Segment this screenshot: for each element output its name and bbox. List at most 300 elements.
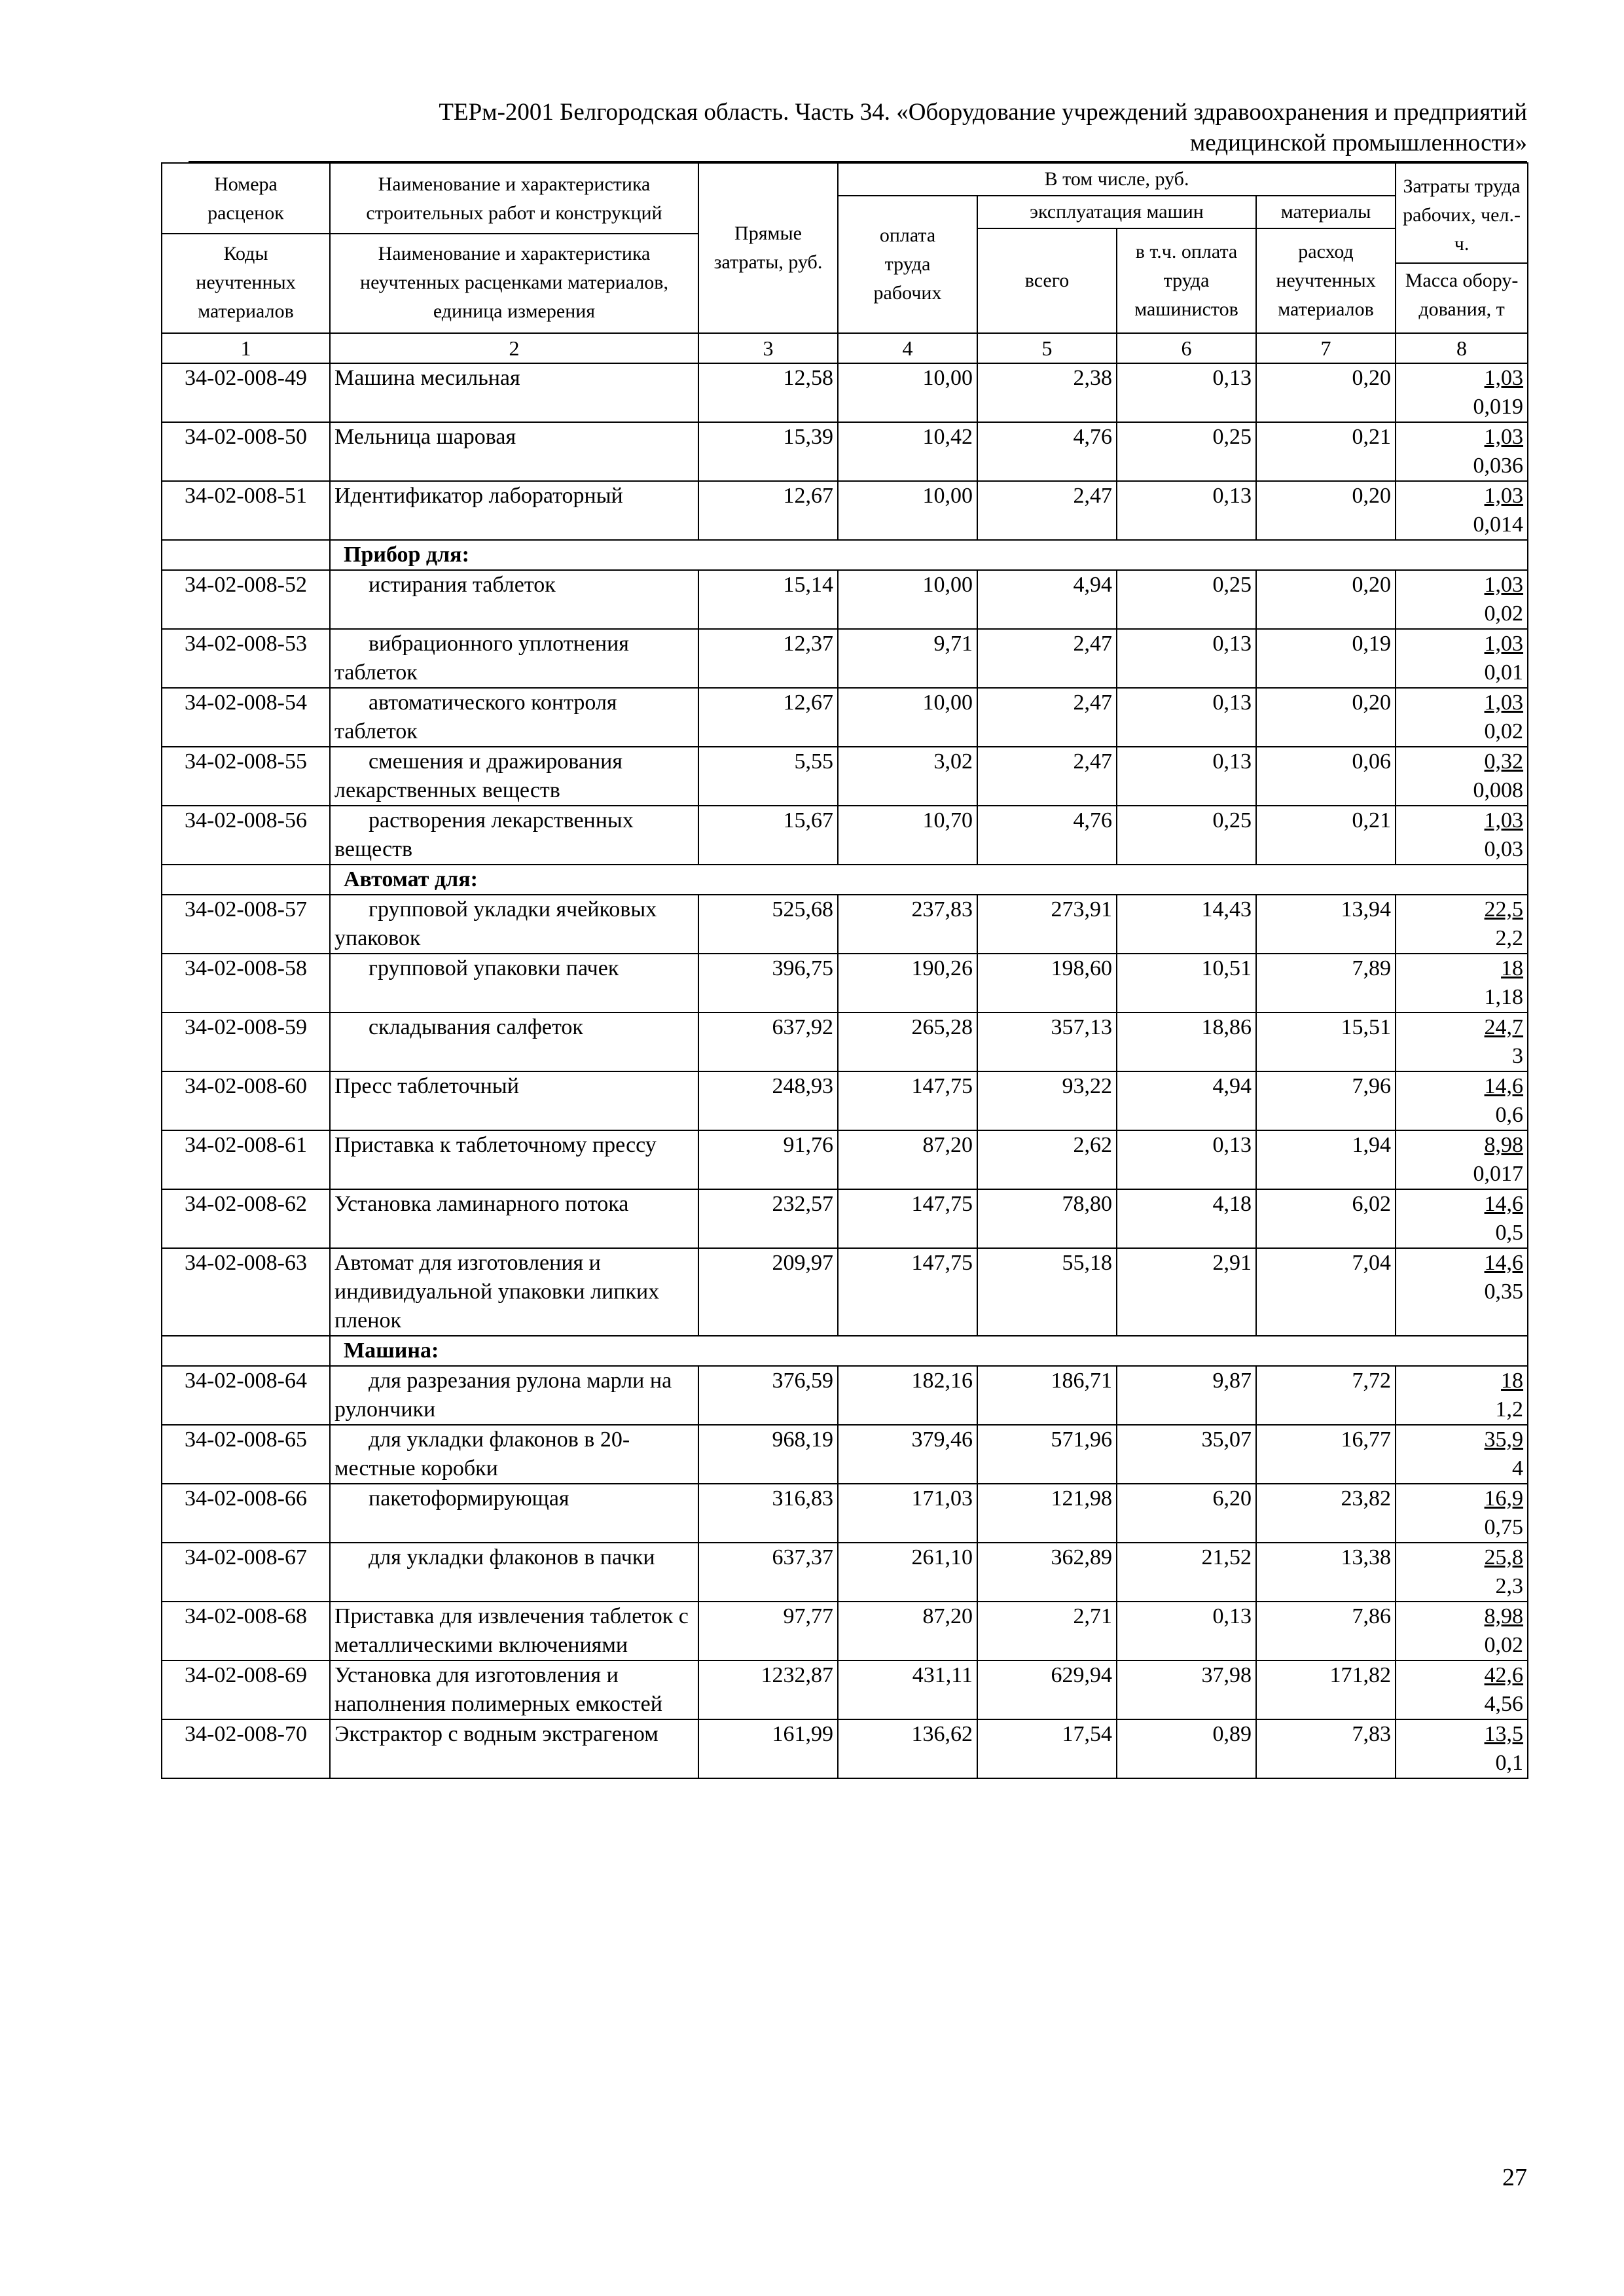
direct-cost: 12,67 bbox=[698, 688, 838, 747]
labor-cost: 431,11 bbox=[838, 1660, 977, 1719]
col-number: 3 bbox=[698, 333, 838, 363]
col-number: 8 bbox=[1396, 333, 1528, 363]
rate-code: 34-02-008-56 bbox=[162, 806, 330, 865]
materials-cost: 0,19 bbox=[1256, 629, 1396, 688]
col-number: 5 bbox=[977, 333, 1117, 363]
rate-code: 34-02-008-70 bbox=[162, 1719, 330, 1778]
materials-cost: 7,04 bbox=[1256, 1248, 1396, 1336]
rate-name: Установка ламинарного потока bbox=[334, 1192, 629, 1216]
materials-cost: 0,20 bbox=[1256, 570, 1396, 629]
rate-name: групповой укладки ячейковых упаковок bbox=[334, 897, 657, 950]
hours-mass-cell bbox=[1396, 1071, 1528, 1130]
rate-name: для укладки флаконов в пачки bbox=[369, 1545, 655, 1570]
table-row bbox=[162, 1543, 1528, 1602]
rate-code: 34-02-008-66 bbox=[162, 1484, 330, 1543]
machinist-labor-cost: 21,52 bbox=[1117, 1543, 1256, 1602]
col-number: 2 bbox=[330, 333, 698, 363]
equipment-mass: 0,01 bbox=[1484, 660, 1524, 685]
rate-name-cell bbox=[330, 1543, 698, 1602]
section-title: Прибор для: bbox=[330, 540, 1528, 570]
equipment-mass: 0,02 bbox=[1484, 719, 1524, 744]
hours-mass-cell bbox=[1396, 1189, 1528, 1248]
table-row bbox=[162, 1189, 1528, 1248]
equipment-mass: 3 bbox=[1512, 1044, 1524, 1068]
rate-name-cell bbox=[330, 1071, 698, 1130]
rate-name: для укладки флаконов в 20-местные коробки bbox=[334, 1427, 630, 1480]
header-col8-top: Затраты труда рабочих, чел.-ч. bbox=[1403, 175, 1521, 255]
labor-cost: 10,00 bbox=[838, 363, 977, 422]
hours-mass-cell bbox=[1396, 422, 1528, 481]
equipment-mass: 0,35 bbox=[1484, 1280, 1524, 1304]
direct-cost: 12,58 bbox=[698, 363, 838, 422]
rate-code: 34-02-008-63 bbox=[162, 1248, 330, 1336]
labor-cost: 10,00 bbox=[838, 570, 977, 629]
table-row bbox=[162, 895, 1528, 954]
table-row bbox=[162, 1013, 1528, 1071]
materials-cost: 1,94 bbox=[1256, 1130, 1396, 1189]
machine-cost: 198,60 bbox=[977, 954, 1117, 1013]
machinist-labor-cost: 0,25 bbox=[1117, 806, 1256, 865]
machinist-labor-cost: 0,13 bbox=[1117, 481, 1256, 540]
labor-cost: 10,42 bbox=[838, 422, 977, 481]
table-row bbox=[162, 570, 1528, 629]
labor-cost: 147,75 bbox=[838, 1189, 977, 1248]
labor-hours: 1,03 bbox=[1484, 691, 1524, 715]
header-col1 bbox=[162, 163, 330, 333]
machinist-labor-cost: 0,13 bbox=[1117, 747, 1256, 806]
machinist-labor-cost: 0,13 bbox=[1117, 363, 1256, 422]
rate-name: автоматического контроля таблеток bbox=[334, 691, 617, 744]
machine-cost: 2,47 bbox=[977, 747, 1117, 806]
machine-cost: 629,94 bbox=[977, 1660, 1117, 1719]
rate-name: складывания салфеток bbox=[369, 1015, 583, 1039]
labor-hours: 1,03 bbox=[1484, 366, 1524, 390]
equipment-mass: 0,036 bbox=[1473, 454, 1524, 478]
rate-name: смешения и дражирования лекарственных веществ bbox=[334, 749, 623, 802]
table-row bbox=[162, 1071, 1528, 1130]
machine-cost: 2,47 bbox=[977, 688, 1117, 747]
machine-cost: 571,96 bbox=[977, 1425, 1117, 1484]
direct-cost: 637,92 bbox=[698, 1013, 838, 1071]
direct-cost: 248,93 bbox=[698, 1071, 838, 1130]
labor-hours: 24,7 bbox=[1484, 1015, 1524, 1039]
rates-table bbox=[161, 162, 1528, 1779]
section-row bbox=[162, 540, 1528, 570]
rate-code: 34-02-008-59 bbox=[162, 1013, 330, 1071]
equipment-mass: 0,02 bbox=[1484, 1633, 1524, 1657]
rate-name-cell bbox=[330, 1248, 698, 1336]
machinist-labor-cost: 0,25 bbox=[1117, 422, 1256, 481]
labor-cost: 237,83 bbox=[838, 895, 977, 954]
rate-name-cell bbox=[330, 806, 698, 865]
hours-mass-cell bbox=[1396, 1543, 1528, 1602]
equipment-mass: 0,014 bbox=[1473, 512, 1524, 537]
labor-hours: 14,6 bbox=[1484, 1074, 1524, 1098]
equipment-mass: 1,2 bbox=[1495, 1397, 1524, 1422]
hours-mass-cell bbox=[1396, 1660, 1528, 1719]
rate-name: Приставка к таблеточному прессу bbox=[334, 1133, 657, 1157]
materials-cost: 13,94 bbox=[1256, 895, 1396, 954]
rate-name: Установка для изготовления и наполнения полимерных емкостей bbox=[334, 1663, 662, 1716]
table-row bbox=[162, 629, 1528, 688]
materials-cost: 7,83 bbox=[1256, 1719, 1396, 1778]
rate-name: Машина месильная bbox=[334, 366, 520, 390]
rate-code: 34-02-008-51 bbox=[162, 481, 330, 540]
direct-cost: 525,68 bbox=[698, 895, 838, 954]
machine-cost: 78,80 bbox=[977, 1189, 1117, 1248]
header-col4: оплата труда рабочих bbox=[838, 196, 977, 333]
equipment-mass: 0,017 bbox=[1473, 1162, 1524, 1186]
rate-name: для разрезания рулона марли на рулончики bbox=[334, 1369, 672, 1422]
materials-cost: 7,72 bbox=[1256, 1366, 1396, 1425]
section-row bbox=[162, 865, 1528, 895]
materials-cost: 7,89 bbox=[1256, 954, 1396, 1013]
labor-cost: 136,62 bbox=[838, 1719, 977, 1778]
rate-code: 34-02-008-52 bbox=[162, 570, 330, 629]
rate-code: 34-02-008-64 bbox=[162, 1366, 330, 1425]
machine-cost: 4,76 bbox=[977, 422, 1117, 481]
table-row bbox=[162, 1719, 1528, 1778]
header-line-1: ТЕРм-2001 Белгородская область. Часть 34. «Оборудование учреждений здравоохранения и предприятий bbox=[439, 99, 1527, 126]
hours-mass-cell bbox=[1396, 1602, 1528, 1660]
machinist-labor-cost: 9,87 bbox=[1117, 1366, 1256, 1425]
labor-hours: 22,5 bbox=[1484, 897, 1524, 922]
machinist-labor-cost: 10,51 bbox=[1117, 954, 1256, 1013]
machine-cost: 2,47 bbox=[977, 481, 1117, 540]
table-row bbox=[162, 806, 1528, 865]
hours-mass-cell bbox=[1396, 747, 1528, 806]
hours-mass-cell bbox=[1396, 806, 1528, 865]
rate-name-cell bbox=[330, 688, 698, 747]
header-col2 bbox=[330, 163, 698, 333]
labor-cost: 147,75 bbox=[838, 1248, 977, 1336]
rate-name-cell bbox=[330, 570, 698, 629]
labor-cost: 261,10 bbox=[838, 1543, 977, 1602]
table-row bbox=[162, 1602, 1528, 1660]
header-materials: материалы bbox=[1256, 196, 1396, 228]
rate-code: 34-02-008-57 bbox=[162, 895, 330, 954]
hours-mass-cell bbox=[1396, 1719, 1528, 1778]
materials-cost: 0,06 bbox=[1256, 747, 1396, 806]
labor-hours: 14,6 bbox=[1484, 1251, 1524, 1275]
machine-cost: 4,76 bbox=[977, 806, 1117, 865]
rate-code: 34-02-008-54 bbox=[162, 688, 330, 747]
labor-hours: 1,03 bbox=[1484, 425, 1524, 449]
page-number: 27 bbox=[1502, 2164, 1527, 2191]
table-row bbox=[162, 1484, 1528, 1543]
machinist-labor-cost: 0,13 bbox=[1117, 688, 1256, 747]
rate-name: Пресс таблеточный bbox=[334, 1074, 519, 1098]
machinist-labor-cost: 0,13 bbox=[1117, 1602, 1256, 1660]
equipment-mass: 4,56 bbox=[1484, 1692, 1524, 1716]
direct-cost: 15,14 bbox=[698, 570, 838, 629]
header-col2-bottom: Наименование и характеристика неучтенных расценками материалов, единица измерения bbox=[360, 243, 668, 322]
section-code-cell bbox=[162, 540, 330, 570]
hours-mass-cell bbox=[1396, 688, 1528, 747]
equipment-mass: 0,008 bbox=[1473, 778, 1524, 802]
direct-cost: 316,83 bbox=[698, 1484, 838, 1543]
machine-cost: 17,54 bbox=[977, 1719, 1117, 1778]
direct-cost: 968,19 bbox=[698, 1425, 838, 1484]
section-row bbox=[162, 1336, 1528, 1366]
direct-cost: 637,37 bbox=[698, 1543, 838, 1602]
direct-cost: 12,67 bbox=[698, 481, 838, 540]
direct-cost: 12,37 bbox=[698, 629, 838, 688]
rate-name-cell bbox=[330, 363, 698, 422]
labor-hours: 1,03 bbox=[1484, 808, 1524, 833]
col-number: 1 bbox=[162, 333, 330, 363]
labor-hours: 13,5 bbox=[1484, 1722, 1524, 1746]
labor-hours: 18 bbox=[1501, 956, 1524, 980]
machine-cost: 93,22 bbox=[977, 1071, 1117, 1130]
rate-code: 34-02-008-55 bbox=[162, 747, 330, 806]
machine-cost: 186,71 bbox=[977, 1366, 1117, 1425]
header-group: В том числе, руб. bbox=[838, 163, 1396, 196]
table-row bbox=[162, 1130, 1528, 1189]
rate-name-cell bbox=[330, 422, 698, 481]
header-col2-top: Наименование и характеристика строительных работ и конструкций bbox=[366, 173, 662, 224]
rate-name-cell bbox=[330, 1013, 698, 1071]
rate-name-cell bbox=[330, 1130, 698, 1189]
rate-name-cell bbox=[330, 481, 698, 540]
header-col8 bbox=[1396, 163, 1528, 333]
direct-cost: 15,67 bbox=[698, 806, 838, 865]
rate-name: истирания таблеток bbox=[369, 573, 556, 597]
rate-name: пакетоформирующая bbox=[369, 1486, 569, 1511]
machinist-labor-cost: 6,20 bbox=[1117, 1484, 1256, 1543]
rate-name-cell bbox=[330, 1719, 698, 1778]
hours-mass-cell bbox=[1396, 954, 1528, 1013]
materials-cost: 0,21 bbox=[1256, 806, 1396, 865]
rate-code: 34-02-008-61 bbox=[162, 1130, 330, 1189]
labor-hours: 1,03 bbox=[1484, 632, 1524, 656]
machine-cost: 362,89 bbox=[977, 1543, 1117, 1602]
header-col8-bottom: Масса обору-дования, т bbox=[1405, 270, 1519, 320]
rate-name-cell bbox=[330, 1366, 698, 1425]
rate-name: Экстрактор с водным экстрагеном bbox=[334, 1722, 659, 1746]
labor-cost: 265,28 bbox=[838, 1013, 977, 1071]
rate-code: 34-02-008-69 bbox=[162, 1660, 330, 1719]
hours-mass-cell bbox=[1396, 363, 1528, 422]
rate-name: Идентификатор лабораторный bbox=[334, 484, 623, 508]
rate-code: 34-02-008-62 bbox=[162, 1189, 330, 1248]
labor-cost: 147,75 bbox=[838, 1071, 977, 1130]
header-col1-top: Номера расценок bbox=[208, 173, 284, 224]
header-col7: расход неучтенных материалов bbox=[1256, 228, 1396, 333]
table-row bbox=[162, 363, 1528, 422]
table-row bbox=[162, 954, 1528, 1013]
equipment-mass: 0,1 bbox=[1495, 1751, 1524, 1775]
direct-cost: 161,99 bbox=[698, 1719, 838, 1778]
header-col6: в т.ч. оплата труда машинистов bbox=[1117, 228, 1256, 333]
rate-name-cell bbox=[330, 747, 698, 806]
hours-mass-cell bbox=[1396, 1013, 1528, 1071]
rate-code: 34-02-008-68 bbox=[162, 1602, 330, 1660]
materials-cost: 0,20 bbox=[1256, 688, 1396, 747]
machine-cost: 273,91 bbox=[977, 895, 1117, 954]
equipment-mass: 0,75 bbox=[1484, 1515, 1524, 1539]
materials-cost: 0,20 bbox=[1256, 481, 1396, 540]
labor-cost: 379,46 bbox=[838, 1425, 977, 1484]
rate-code: 34-02-008-67 bbox=[162, 1543, 330, 1602]
table-row bbox=[162, 1425, 1528, 1484]
rate-code: 34-02-008-60 bbox=[162, 1071, 330, 1130]
labor-cost: 10,00 bbox=[838, 481, 977, 540]
materials-cost: 13,38 bbox=[1256, 1543, 1396, 1602]
equipment-mass: 0,02 bbox=[1484, 601, 1524, 626]
labor-hours: 1,03 bbox=[1484, 573, 1524, 597]
table-row bbox=[162, 1366, 1528, 1425]
labor-hours: 35,9 bbox=[1484, 1427, 1524, 1452]
labor-cost: 10,00 bbox=[838, 688, 977, 747]
labor-hours: 0,32 bbox=[1484, 749, 1524, 774]
rate-name: групповой упаковки пачек bbox=[369, 956, 619, 980]
rate-name-cell bbox=[330, 895, 698, 954]
rate-code: 34-02-008-58 bbox=[162, 954, 330, 1013]
section-title: Машина: bbox=[330, 1336, 1528, 1366]
hours-mass-cell bbox=[1396, 481, 1528, 540]
table-row bbox=[162, 747, 1528, 806]
labor-cost: 3,02 bbox=[838, 747, 977, 806]
materials-cost: 171,82 bbox=[1256, 1660, 1396, 1719]
machinist-labor-cost: 4,18 bbox=[1117, 1189, 1256, 1248]
section-title: Автомат для: bbox=[330, 865, 1528, 895]
labor-cost: 87,20 bbox=[838, 1130, 977, 1189]
direct-cost: 5,55 bbox=[698, 747, 838, 806]
labor-hours: 18 bbox=[1501, 1369, 1524, 1393]
col-number: 7 bbox=[1256, 333, 1396, 363]
labor-cost: 9,71 bbox=[838, 629, 977, 688]
labor-cost: 182,16 bbox=[838, 1366, 977, 1425]
header-machines: эксплуатация машин bbox=[977, 196, 1256, 228]
equipment-mass: 0,03 bbox=[1484, 837, 1524, 861]
labor-hours: 42,6 bbox=[1484, 1663, 1524, 1687]
direct-cost: 209,97 bbox=[698, 1248, 838, 1336]
hours-mass-cell bbox=[1396, 895, 1528, 954]
labor-cost: 87,20 bbox=[838, 1602, 977, 1660]
equipment-mass: 0,5 bbox=[1495, 1221, 1524, 1245]
section-code-cell bbox=[162, 1336, 330, 1366]
hours-mass-cell bbox=[1396, 1425, 1528, 1484]
rate-name-cell bbox=[330, 1660, 698, 1719]
table-row bbox=[162, 1248, 1528, 1336]
labor-cost: 10,70 bbox=[838, 806, 977, 865]
hours-mass-cell bbox=[1396, 1484, 1528, 1543]
rate-name: Мельница шаровая bbox=[334, 425, 516, 449]
machine-cost: 357,13 bbox=[977, 1013, 1117, 1071]
table-row bbox=[162, 688, 1528, 747]
machine-cost: 121,98 bbox=[977, 1484, 1117, 1543]
hours-mass-cell bbox=[1396, 570, 1528, 629]
machine-cost: 2,47 bbox=[977, 629, 1117, 688]
machine-cost: 2,38 bbox=[977, 363, 1117, 422]
materials-cost: 7,86 bbox=[1256, 1602, 1396, 1660]
rate-name-cell bbox=[330, 1425, 698, 1484]
machinist-labor-cost: 37,98 bbox=[1117, 1660, 1256, 1719]
materials-cost: 7,96 bbox=[1256, 1071, 1396, 1130]
equipment-mass: 4 bbox=[1512, 1456, 1524, 1480]
table-row bbox=[162, 422, 1528, 481]
machinist-labor-cost: 0,25 bbox=[1117, 570, 1256, 629]
hours-mass-cell bbox=[1396, 1130, 1528, 1189]
hours-mass-cell bbox=[1396, 629, 1528, 688]
labor-hours: 25,8 bbox=[1484, 1545, 1524, 1570]
rate-name: вибрационного уплотнения таблеток bbox=[334, 632, 629, 685]
table-row bbox=[162, 1660, 1528, 1719]
direct-cost: 376,59 bbox=[698, 1366, 838, 1425]
rate-name-cell bbox=[330, 1484, 698, 1543]
rate-code: 34-02-008-53 bbox=[162, 629, 330, 688]
machinist-labor-cost: 0,13 bbox=[1117, 629, 1256, 688]
header-line-2: медицинской промышленности» bbox=[1189, 130, 1527, 156]
equipment-mass: 0,019 bbox=[1473, 395, 1524, 419]
machinist-labor-cost: 4,94 bbox=[1117, 1071, 1256, 1130]
hours-mass-cell bbox=[1396, 1248, 1528, 1336]
materials-cost: 23,82 bbox=[1256, 1484, 1396, 1543]
hours-mass-cell bbox=[1396, 1366, 1528, 1425]
equipment-mass: 0,6 bbox=[1495, 1103, 1524, 1127]
machinist-labor-cost: 14,43 bbox=[1117, 895, 1256, 954]
rate-code: 34-02-008-49 bbox=[162, 363, 330, 422]
section-code-cell bbox=[162, 865, 330, 895]
machine-cost: 55,18 bbox=[977, 1248, 1117, 1336]
page-header bbox=[153, 97, 1527, 158]
labor-hours: 16,9 bbox=[1484, 1486, 1524, 1511]
labor-hours: 1,03 bbox=[1484, 484, 1524, 508]
machine-cost: 4,94 bbox=[977, 570, 1117, 629]
equipment-mass: 2,3 bbox=[1495, 1574, 1524, 1598]
labor-cost: 171,03 bbox=[838, 1484, 977, 1543]
rate-name-cell bbox=[330, 954, 698, 1013]
header-col1-bottom: Коды неучтенных материалов bbox=[196, 243, 296, 322]
machinist-labor-cost: 35,07 bbox=[1117, 1425, 1256, 1484]
equipment-mass: 2,2 bbox=[1495, 926, 1524, 950]
direct-cost: 91,76 bbox=[698, 1130, 838, 1189]
labor-hours: 8,98 bbox=[1484, 1604, 1524, 1628]
materials-cost: 16,77 bbox=[1256, 1425, 1396, 1484]
rate-name-cell bbox=[330, 1189, 698, 1248]
labor-cost: 190,26 bbox=[838, 954, 977, 1013]
direct-cost: 396,75 bbox=[698, 954, 838, 1013]
machine-cost: 2,62 bbox=[977, 1130, 1117, 1189]
table-row bbox=[162, 481, 1528, 540]
materials-cost: 0,21 bbox=[1256, 422, 1396, 481]
machinist-labor-cost: 18,86 bbox=[1117, 1013, 1256, 1071]
direct-cost: 232,57 bbox=[698, 1189, 838, 1248]
direct-cost: 15,39 bbox=[698, 422, 838, 481]
col-number: 4 bbox=[838, 333, 977, 363]
machine-cost: 2,71 bbox=[977, 1602, 1117, 1660]
rate-code: 34-02-008-65 bbox=[162, 1425, 330, 1484]
rate-name-cell bbox=[330, 1602, 698, 1660]
labor-hours: 14,6 bbox=[1484, 1192, 1524, 1216]
equipment-mass: 1,18 bbox=[1484, 985, 1524, 1009]
labor-hours: 8,98 bbox=[1484, 1133, 1524, 1157]
header-col3: Прямые затраты, руб. bbox=[698, 163, 838, 333]
direct-cost: 97,77 bbox=[698, 1602, 838, 1660]
header-col5: всего bbox=[977, 228, 1117, 333]
machinist-labor-cost: 0,89 bbox=[1117, 1719, 1256, 1778]
rate-name: Автомат для изготовления и индивидуальной упаковки липких пленок bbox=[334, 1251, 660, 1333]
machinist-labor-cost: 2,91 bbox=[1117, 1248, 1256, 1336]
col-number: 6 bbox=[1117, 333, 1256, 363]
materials-cost: 6,02 bbox=[1256, 1189, 1396, 1248]
rate-name: растворения лекарственных веществ bbox=[334, 808, 634, 861]
rate-name: Приставка для извлечения таблеток с металлическими включениями bbox=[334, 1604, 689, 1657]
materials-cost: 0,20 bbox=[1256, 363, 1396, 422]
materials-cost: 15,51 bbox=[1256, 1013, 1396, 1071]
rate-code: 34-02-008-50 bbox=[162, 422, 330, 481]
